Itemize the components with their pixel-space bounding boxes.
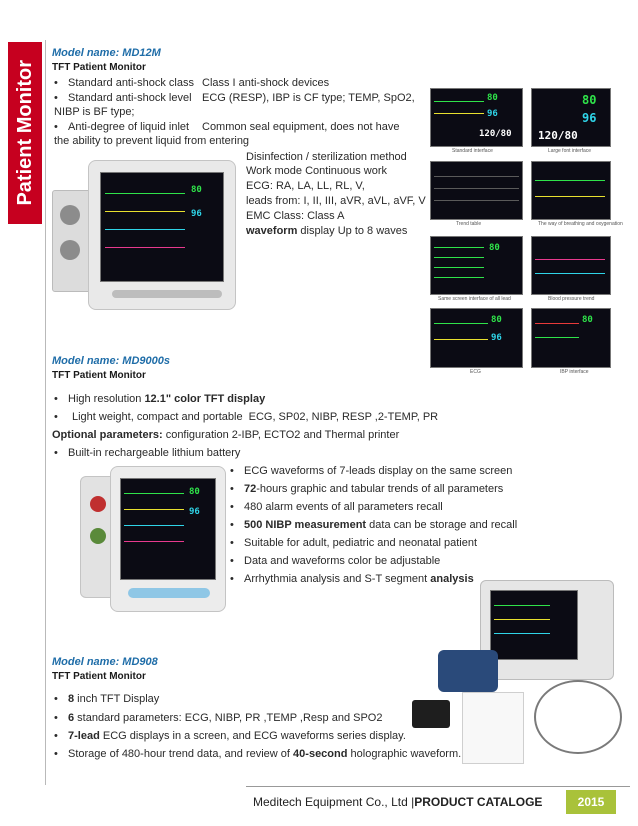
- connector-icon: [90, 528, 106, 544]
- md9000s-device-image: [80, 466, 226, 614]
- footer-text: Meditech Equipment Co., Ltd |PRODUCT CATALOGE: [253, 795, 543, 809]
- screen-thumb-2: 80 96 120/80: [531, 88, 611, 147]
- md12m-model: Model name: MD12M: [52, 47, 161, 59]
- connector-icon: [60, 240, 80, 260]
- md908-subtitle: TFT Patient Monitor: [52, 671, 146, 682]
- md908-model: Model name: MD908: [52, 656, 158, 668]
- connector-icon: [90, 496, 106, 512]
- md12m-line-3: NIBP is BF type;: [54, 106, 135, 118]
- md9000s-feature-4: • 500 NIBP measurement data can be storage and recall: [230, 518, 517, 532]
- md12m-line-8: ECG: RA, LA, LL, RL, V,: [246, 180, 365, 192]
- footer-rule: [246, 786, 630, 787]
- md9000s-feature-5: • Suitable for adult, pediatric and neonatal patient: [230, 536, 477, 550]
- md12m-line-1: • Standard anti-shock class Class I anti-shock devices: [54, 76, 194, 90]
- nibp-cuff: [438, 650, 498, 692]
- md908-device-image: [398, 580, 628, 766]
- device-screen: 80 96: [100, 172, 224, 282]
- manual: [462, 692, 524, 764]
- md9000s-feature-6: • Data and waveforms color be adjustable: [230, 554, 440, 568]
- device-screen: 80 96: [120, 478, 216, 580]
- screen-caption: IBP interface: [560, 369, 589, 375]
- screen-thumb-3: [430, 161, 523, 220]
- md9000s-feature-2: • 72-hours graphic and tabular trends of all parameters: [230, 482, 503, 496]
- md908-bullet-3: • 7-lead ECG displays in a screen, and ECG waveforms series display.: [54, 729, 406, 743]
- screen-thumb-8: 80: [531, 308, 611, 368]
- md908-bullet-2: • 6 standard parameters: ECG, NIBP, PR ,TEMP ,Resp and SPO2: [54, 711, 382, 725]
- screen-caption: Large font interface: [548, 148, 592, 154]
- md12m-line-7: Work mode Continuous work: [246, 165, 388, 177]
- md12m-line-9: leads from: I, II, III, aVR, aVL, aVF, V: [246, 195, 426, 207]
- md12m-line-5: the ability to prevent liquid from entering: [54, 135, 250, 147]
- power-adapter: [412, 700, 450, 728]
- md12m-line-11: waveform display Up to 8 waves: [246, 225, 408, 237]
- screen-caption: Trend table: [456, 221, 482, 227]
- ecg-cable: [534, 680, 622, 754]
- md9000s-bullet-1: • High resolution 12.1" color TFT display: [54, 392, 265, 406]
- md12m-line-6: Disinfection / sterilization method: [246, 151, 407, 163]
- md12m-line-4: • Anti-degree of liquid inlet Common seal equipment, does not have: [54, 120, 189, 134]
- side-tab-label: Patient Monitor: [13, 60, 36, 206]
- screen-caption: Standard interface: [452, 148, 493, 154]
- md12m-line-10: EMC Class: Class A: [246, 210, 345, 222]
- screen-thumb-5: 80: [430, 236, 523, 295]
- md908-bullet-4: • Storage of 480-hour trend data, and review of 40-second holographic waveform.: [54, 747, 461, 761]
- screen-caption: Same screen interface of all lead: [438, 296, 511, 302]
- md9000s-bullet-3: • Built-in rechargeable lithium battery: [54, 446, 240, 460]
- button-row: [128, 588, 210, 598]
- button-row: [112, 290, 222, 298]
- md12m-line-2: • Standard anti-shock level ECG (RESP), IBP is CF type; TEMP, SpO2,: [54, 91, 192, 105]
- md12m-device-image: [52, 150, 238, 310]
- md9000s-subtitle: TFT Patient Monitor: [52, 370, 146, 381]
- device-screen: [490, 590, 578, 660]
- screen-thumb-1: 80 96 120/80: [430, 88, 523, 147]
- md9000s-feature-3: • 480 alarm events of all parameters recall: [230, 500, 443, 514]
- screen-thumb-7: 80 96: [430, 308, 523, 368]
- md9000s-model: Model name: MD9000s: [52, 355, 170, 367]
- screen-caption: ECG: [470, 369, 481, 375]
- md908-bullet-1: • 8 inch TFT Display: [54, 692, 159, 706]
- screen-caption: The way of breathing and oxygenation: [538, 221, 623, 227]
- side-tab: [8, 42, 42, 224]
- vertical-rule: [45, 40, 46, 785]
- year-badge: 2015: [566, 790, 616, 814]
- md9000s-feature-7: • Arrhythmia analysis and S-T segment analysis: [230, 572, 474, 586]
- md12m-subtitle: TFT Patient Monitor: [52, 62, 146, 73]
- md9000s-bullet-2: • Light weight, compact and portable ECG, SP02, NIBP, RESP ,2-TEMP, PR: [54, 410, 438, 424]
- connector-icon: [60, 205, 80, 225]
- md9000s-optional: Optional parameters: configuration 2-IBP, ECTO2 and Thermal printer: [52, 429, 400, 441]
- screen-thumb-4: [531, 161, 611, 220]
- screen-caption: Blood pressure trend: [548, 296, 595, 302]
- md9000s-feature-1: • ECG waveforms of 7-leads display on the same screen: [230, 464, 512, 478]
- screen-thumb-6: [531, 236, 611, 295]
